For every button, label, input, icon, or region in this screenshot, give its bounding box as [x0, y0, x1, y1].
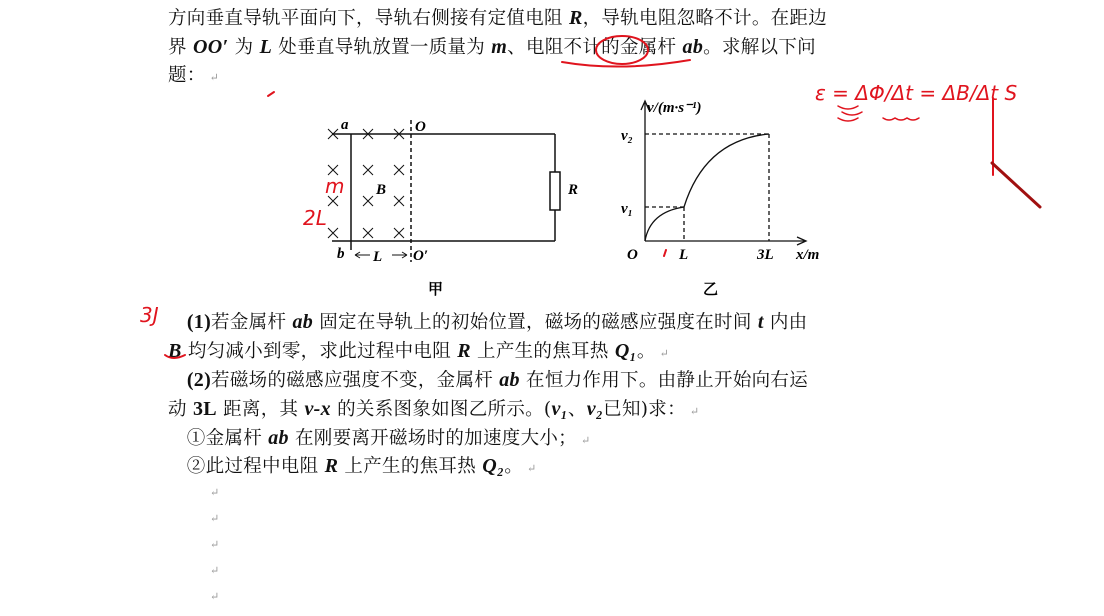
- circuit-diagram: [332, 120, 560, 262]
- text-segment: v-x: [304, 398, 331, 420]
- field-cross-icon: [363, 165, 373, 175]
- text-segment: 在刚要离开磁场时的加速度大小；: [288, 428, 577, 449]
- label-L: L: [373, 249, 383, 265]
- underline-B: [165, 355, 185, 358]
- formula-scribble: [838, 106, 862, 121]
- text-segment: 已知)求：: [603, 399, 686, 420]
- text-segment: B: [168, 340, 182, 362]
- curve-segment-2: [684, 134, 769, 207]
- resistor: [550, 172, 560, 210]
- tick-v2: v₂: [621, 128, 633, 144]
- text-segment: 。求解以下问: [703, 37, 816, 58]
- text-segment: 方向垂直导轨平面向下，导轨右侧接有定值电阻: [168, 8, 569, 29]
- text-segment: 动: [168, 399, 193, 420]
- text-segment: 。: [504, 456, 524, 477]
- text-segment: 在恒力作用下。由静止开始向右运: [519, 370, 809, 391]
- hw-m: m: [325, 174, 345, 198]
- field-cross-icon: [363, 196, 373, 206]
- empty-paragraph-mark: ↵: [210, 512, 220, 525]
- field-cross-icon: [328, 228, 338, 238]
- text-segment: Q₂: [482, 455, 505, 477]
- text-segment: 距离，其: [216, 399, 305, 420]
- text-segment: 界: [168, 37, 193, 58]
- label-B: B: [376, 182, 387, 198]
- text-segment: 为: [228, 37, 260, 58]
- field-cross-icon: [394, 165, 404, 175]
- x-axis-label: x/m: [796, 247, 820, 263]
- text-segment: 3L: [192, 398, 217, 420]
- caption-yi: 乙: [703, 280, 719, 298]
- text-segment: ①金属杆: [168, 428, 269, 449]
- text-segment: 上产生的焦耳热: [338, 456, 483, 477]
- text-segment: v₂: [586, 398, 604, 420]
- emf-formula: ε = ΔΦ/Δt = ΔB/Δt S: [815, 81, 1018, 105]
- text-segment: 。: [636, 341, 656, 362]
- empty-paragraph-mark: ↵: [210, 590, 220, 603]
- origin-label: O: [627, 247, 638, 263]
- circle-annotation: [596, 36, 648, 64]
- text-segment: t: [757, 311, 764, 333]
- label-a: a: [341, 117, 349, 133]
- label-O: O: [415, 119, 426, 135]
- paragraph-mark: ↵: [689, 405, 700, 418]
- field-cross-icon: [363, 228, 373, 238]
- text-segment: R: [457, 340, 471, 362]
- text-segment: 固定在导轨上的初始位置，磁场的磁感应强度在时间: [313, 312, 758, 333]
- pen-cursor-icon: [992, 163, 1040, 207]
- v-x-graph: [641, 101, 806, 245]
- caption-jia: 甲: [428, 280, 444, 298]
- text-segment: 上产生的焦耳热: [470, 341, 615, 362]
- paragraph-mark: ↵: [209, 71, 220, 84]
- pen-tick: [268, 92, 274, 96]
- label-O-prime: O′: [413, 248, 429, 264]
- text-segment: Q₁: [614, 340, 637, 362]
- text-segment: OO′: [192, 36, 229, 58]
- curve-segment-1: [645, 207, 684, 241]
- text-segment: v₁: [551, 398, 568, 420]
- text-segment: 若磁场的磁感应强度不变，金属杆: [211, 370, 500, 391]
- empty-paragraph-mark: ↵: [210, 538, 220, 551]
- text-segment: (1): [186, 311, 212, 333]
- text-segment: R: [324, 455, 339, 477]
- text-segment: ②此过程中电阻: [168, 456, 325, 477]
- text-segment: 若金属杆: [211, 312, 293, 333]
- paragraph-mark: ↵: [659, 347, 670, 360]
- wavy-underline: [883, 118, 919, 120]
- empty-paragraph-mark: ↵: [210, 564, 220, 577]
- text-segment: 题：: [168, 65, 206, 86]
- pen-tick-graph: [664, 250, 666, 256]
- text-segment: 内由: [763, 312, 808, 333]
- text-segment: ab: [268, 427, 289, 449]
- text-segment: (2): [186, 369, 212, 391]
- hw-part1-mark: 3J: [140, 303, 159, 327]
- text-segment: m: [491, 36, 508, 58]
- text-segment: ，导轨电阻忽略不计。在距边: [582, 8, 828, 29]
- text-segment: 处垂直导轨放置一质量为: [272, 37, 492, 58]
- text-segment: 、: [567, 399, 587, 420]
- text-segment: ab: [292, 311, 314, 333]
- text-segment: 的关系图象如图乙所示。(: [330, 399, 552, 420]
- tick-L: L: [679, 247, 689, 263]
- y-axis-label: v/(m·s⁻¹): [647, 100, 702, 116]
- text-segment: ab: [682, 36, 704, 58]
- field-cross-icon: [394, 228, 404, 238]
- text-segment: ab: [499, 369, 520, 391]
- text-segment: R: [568, 7, 583, 29]
- paragraph-mark: ↵: [527, 462, 537, 475]
- tick-v1: v₁: [621, 201, 633, 217]
- hw-2L: 2L: [303, 206, 327, 230]
- field-cross-icon: [394, 196, 404, 206]
- tick-3L: 3L: [757, 247, 774, 263]
- label-b: b: [337, 246, 345, 262]
- text-segment: 均匀减小到零，求此过程中电阻: [181, 341, 458, 362]
- text-segment: L: [259, 36, 273, 58]
- text-segment: 、电阻不计的金属杆: [507, 37, 683, 58]
- paragraph-mark: ↵: [580, 434, 591, 447]
- empty-paragraph-mark: ↵: [210, 486, 220, 499]
- label-R: R: [568, 182, 579, 198]
